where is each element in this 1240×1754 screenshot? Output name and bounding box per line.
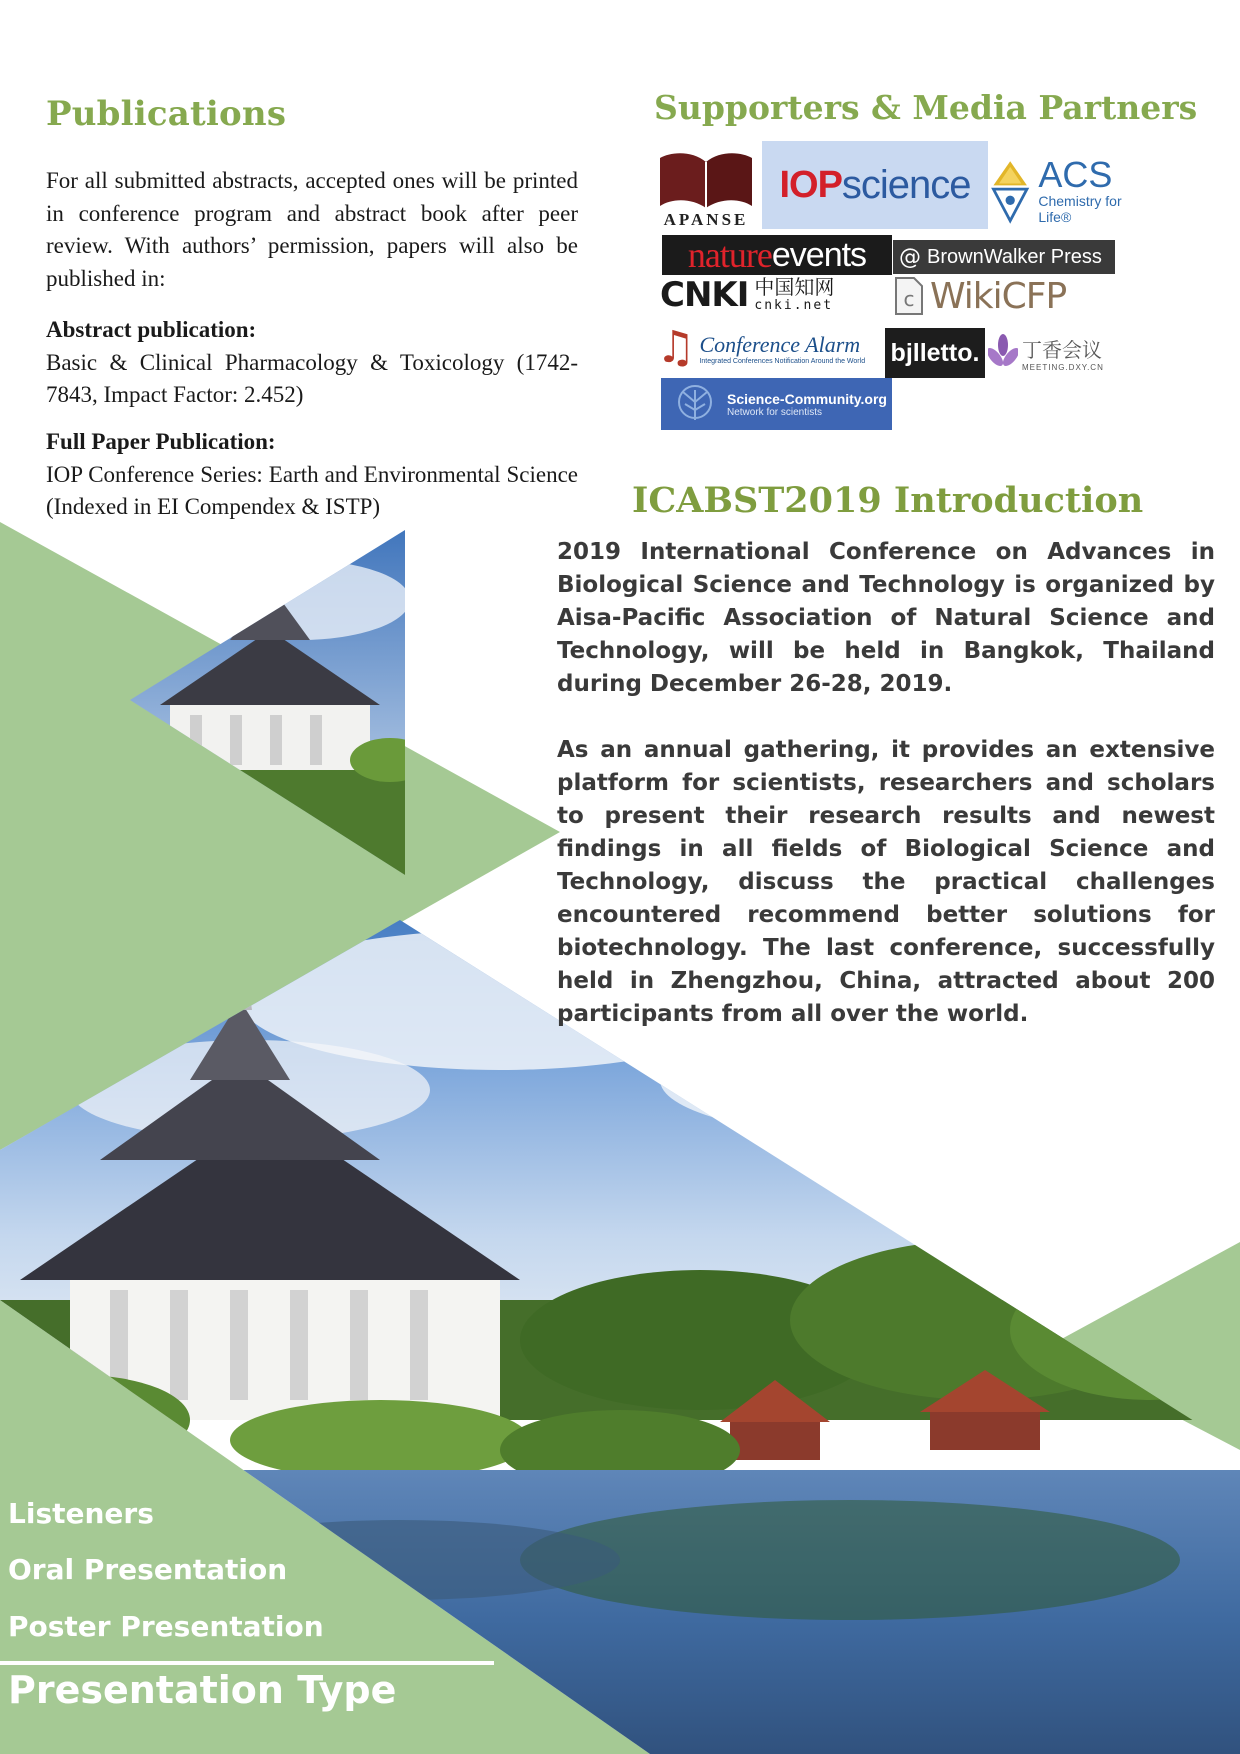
cnki-logo — [660, 275, 892, 315]
science-community-tagline: Network for scientists — [727, 406, 823, 418]
wikicfp-logo — [894, 273, 1112, 319]
dxy-meeting-logo — [988, 330, 1108, 376]
abstract-publication-label: Abstract publication: — [46, 317, 257, 342]
publications-intro: For all submitted abstracts, accepted ones will be printed in conference program and abstract book after peer review. With authors’ permission, papers will also be published in: — [46, 168, 578, 291]
introduction-title: ICABST2019 Introduction — [632, 480, 1144, 521]
supporters-title: Supporters & Media Partners — [654, 88, 1198, 127]
nature-events-logo — [662, 235, 892, 275]
presentation-divider — [0, 1661, 494, 1665]
iopscience-label-b: science — [841, 162, 971, 207]
flower-icon — [988, 333, 1018, 373]
cnki-label: CNKI — [660, 275, 749, 315]
conference-alarm-tagline: Integrated Conferences Notification Around the World — [699, 357, 866, 365]
full-paper-publication-text: IOP Conference Series: Earth and Environmental Science (Indexed in EI Compendex & ISTP) — [46, 461, 578, 519]
apanse-label: APANSE — [663, 210, 749, 229]
nature-events-label-b: events — [771, 235, 867, 274]
presentation-type-listeners: Listeners — [8, 1497, 154, 1530]
presentation-type-poster: Poster Presentation — [8, 1610, 324, 1643]
conference-alarm-label: Conference Alarm — [699, 331, 861, 357]
introduction-paragraph-2: As an annual gathering, it provides an extensive platform for scientists, researchers and scholars to present their research results and newest findings in all fields of Biological Science and Technology, discuss the practical challenges encountered recommend better solutions for biotechnology. The last conference, successfully held in Zhengzhou, China, attracted about 200 participants from all over the world. — [557, 737, 1215, 1027]
full-paper-publication — [46, 426, 578, 524]
full-paper-publication-label: Full Paper Publication: — [46, 429, 276, 454]
acs-label: ACS — [1038, 154, 1113, 195]
wikicfp-label: WikiCFP — [930, 275, 1067, 317]
cnki-net-label: cnki.net — [754, 298, 834, 313]
book-icon — [656, 148, 756, 210]
treble-clef-icon: ♫ — [656, 322, 696, 373]
brownwalker-press-logo — [893, 240, 1115, 274]
abstract-publication — [46, 314, 578, 412]
svg-text:c: c — [903, 287, 915, 311]
introduction-paragraph-1: 2019 International Conference on Advances in Biological Science and Technology is organized by Aisa-Pacific Association of Natural Science and Technology, will be held in Bangkok, Thailand during December 26-28, 2019. — [557, 539, 1215, 697]
abstract-publication-text: Basic & Clinical Pharmacology & Toxicology (1742-7843, Impact Factor: 2.452) — [46, 349, 578, 407]
at-icon: @ — [899, 244, 921, 270]
conference-alarm-logo — [656, 320, 882, 376]
dxy-tagline: MEETING.DXY.CN — [1022, 363, 1104, 372]
science-community-logo — [661, 378, 892, 430]
network-tree-icon — [667, 380, 723, 428]
cnki-cn-label: 中国知网 — [754, 275, 835, 299]
biletto-logo — [885, 328, 985, 378]
science-community-label: Science-Community.org — [727, 390, 887, 407]
apanse-logo — [656, 142, 756, 230]
biletto-label: bjlletto. — [890, 338, 980, 367]
brownwalker-label: BrownWalker Press — [927, 245, 1102, 268]
acs-emblem-icon — [986, 155, 1034, 227]
acs-tagline: Chemistry for Life® — [1038, 193, 1122, 225]
document-icon — [894, 276, 924, 316]
iopscience-logo — [762, 141, 988, 229]
acs-logo — [986, 152, 1150, 230]
publications-title: Publications — [46, 94, 287, 134]
presentation-type-heading: Presentation Type — [8, 1668, 397, 1712]
iopscience-label-a: IOP — [779, 163, 842, 206]
nature-events-label-a: nature — [687, 235, 772, 275]
presentation-type-oral: Oral Presentation — [8, 1553, 288, 1586]
dxy-label: 丁香会议 — [1022, 338, 1102, 362]
